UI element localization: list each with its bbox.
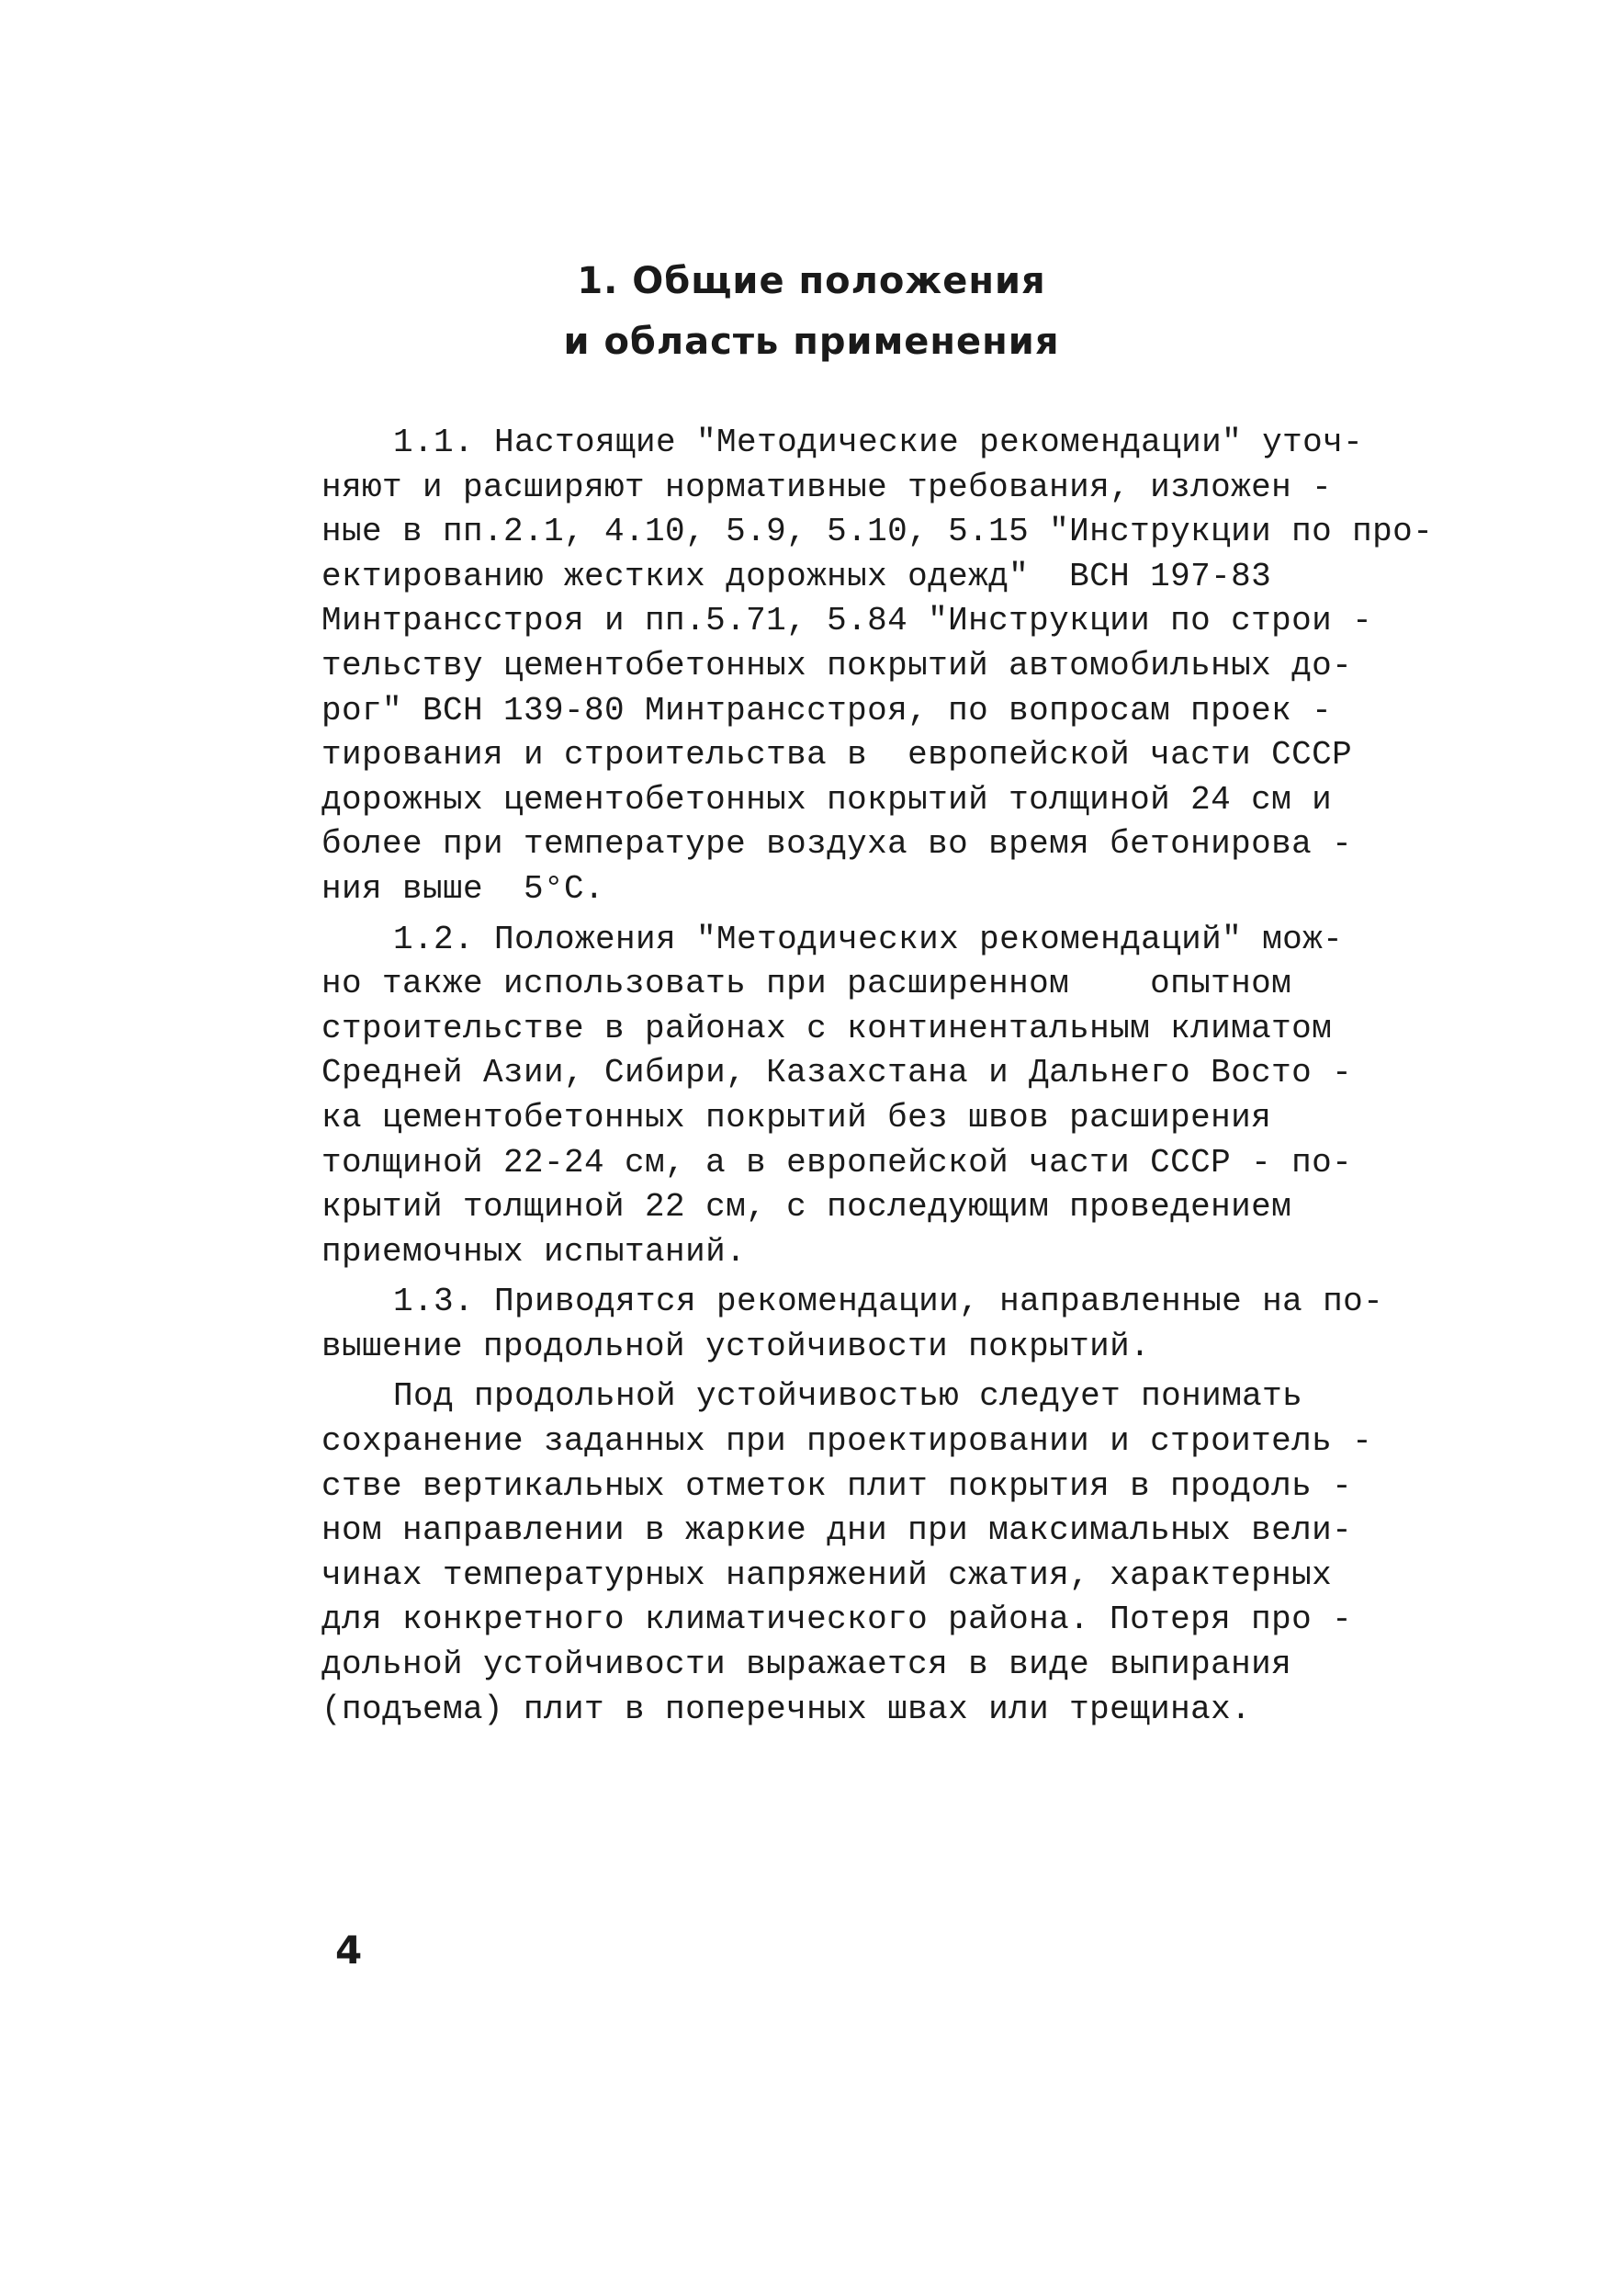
page-number: 4 — [335, 1928, 363, 1973]
text-line: ния выше 5°С. — [321, 869, 605, 908]
text-line: более при температуре воздуха во время бетонирова - — [321, 825, 1353, 864]
text-line: чинах температурных напряжений сжатия, характерных — [321, 1555, 1333, 1594]
body-text — [321, 421, 1516, 1732]
text-line: ка цементобетонных покрытий без швов расширения — [321, 1098, 1272, 1137]
section-heading-line-1: 1. Общие положения — [577, 260, 1046, 302]
text-line: 1.2. Положения "Методических рекомендаций" мож- — [393, 920, 1344, 958]
text-line: тельству цементобетонных покрытий автомобильных до- — [321, 646, 1353, 684]
text-line: тирования и строительства в европейской части СССР — [321, 736, 1353, 775]
text-line: 1.3. Приводятся рекомендации, направленные на по- — [393, 1283, 1384, 1321]
text-line: ном направлении в жаркие дни при максимальных вели- — [321, 1511, 1353, 1550]
text-line: Под продольной устойчивостью следует понимать — [393, 1377, 1303, 1416]
section-heading-line-2: и область применения — [563, 321, 1060, 363]
text-line: стве вертикальных отметок плит покрытия в продоль - — [321, 1466, 1353, 1505]
text-line: крытий толщиной 22 см, с последующим проведением — [321, 1188, 1292, 1227]
text-line: вышение продольной устойчивости покрытий. — [321, 1327, 1151, 1365]
text-line: дорожных цементобетонных покрытий толщиной 24 см и — [321, 780, 1333, 819]
text-line: приемочных испытаний. — [321, 1232, 747, 1271]
text-line: няют и расширяют нормативные требования, изложен - — [321, 468, 1333, 506]
text-line: Минтрансстроя и пп.5.71, 5.84 "Инструкции по строи - — [321, 602, 1373, 640]
text-line: но также использовать при расширенном опытном — [321, 965, 1292, 1003]
text-line: рог" ВСН 139-80 Минтрансстроя, по вопросам проек - — [321, 691, 1333, 730]
text-line: Средней Азии, Сибири, Казахстана и Дальнего Восто - — [321, 1054, 1353, 1092]
text-line: дольной устойчивости выражается в виде выпирания — [321, 1646, 1292, 1684]
text-line: 1.1. Настоящие "Методические рекомендации" уточ- — [393, 424, 1364, 461]
text-line: толщиной 22-24 см, а в европейской части СССР - по- — [321, 1143, 1353, 1182]
text-line: сохранение заданных при проектировании и строитель - — [321, 1422, 1373, 1461]
text-line: ектированию жестких дорожных одежд" ВСН 197-83 — [321, 557, 1272, 595]
text-line: строительстве в районах с континентальным климатом — [321, 1009, 1333, 1047]
text-line: (подъема) плит в поперечных швах или трещинах. — [321, 1690, 1252, 1728]
text-line: ные в пп.2.1, 4.10, 5.9, 5.10, 5.15 "Инструкции по про- — [321, 513, 1434, 551]
text-line: для конкретного климатического района. Потеря про - — [321, 1600, 1353, 1639]
